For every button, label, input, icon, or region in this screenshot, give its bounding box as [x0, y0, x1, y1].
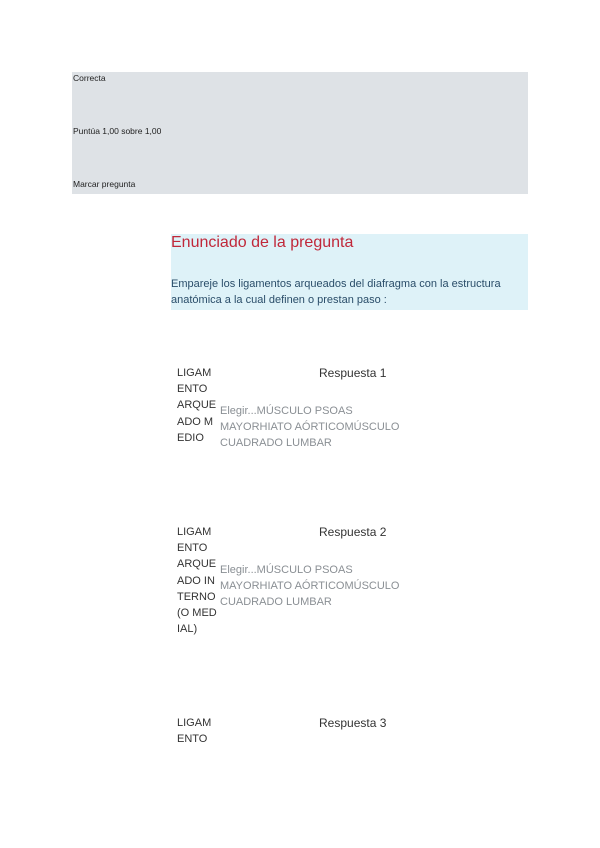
answer-label: Respuesta 3 [319, 716, 387, 730]
answer-select[interactable]: Elegir...MÚSCULO PSOAS MAYORHIATO AÓRTICOMÚSCULO CUADRADO LUMBAR [220, 564, 400, 609]
answer-label: Respuesta 1 [319, 366, 387, 380]
answer-select[interactable]: Elegir...MÚSCULO PSOAS MAYORHIATO AÓRTICOMÚSCULO CUADRADO LUMBAR [220, 405, 400, 450]
question-state: Correcta [73, 73, 106, 83]
answer-label: Respuesta 2 [319, 525, 387, 539]
question-info-panel [72, 72, 528, 194]
match-row-label: LIGAMENTO [177, 717, 212, 746]
match-row [171, 365, 528, 485]
question-heading: Enunciado de la pregunta [171, 234, 354, 251]
match-row [171, 715, 528, 775]
flag-question-link[interactable]: Marcar pregunta [73, 179, 136, 189]
question-grade: Puntúa 1,00 sobre 1,00 [73, 126, 162, 136]
match-row-label: LIGAMENTO ARQUEADO MEDIO [177, 367, 217, 444]
match-row-label: LIGAMENTO ARQUEADO INTERNO (O MEDIAL) [177, 526, 217, 636]
question-text-panel [171, 234, 528, 310]
match-row [171, 524, 528, 674]
question-statement: Empareje los ligamentos arqueados del diafragma con la estructura anatómica a la cual definen o prestan paso : [171, 278, 501, 306]
